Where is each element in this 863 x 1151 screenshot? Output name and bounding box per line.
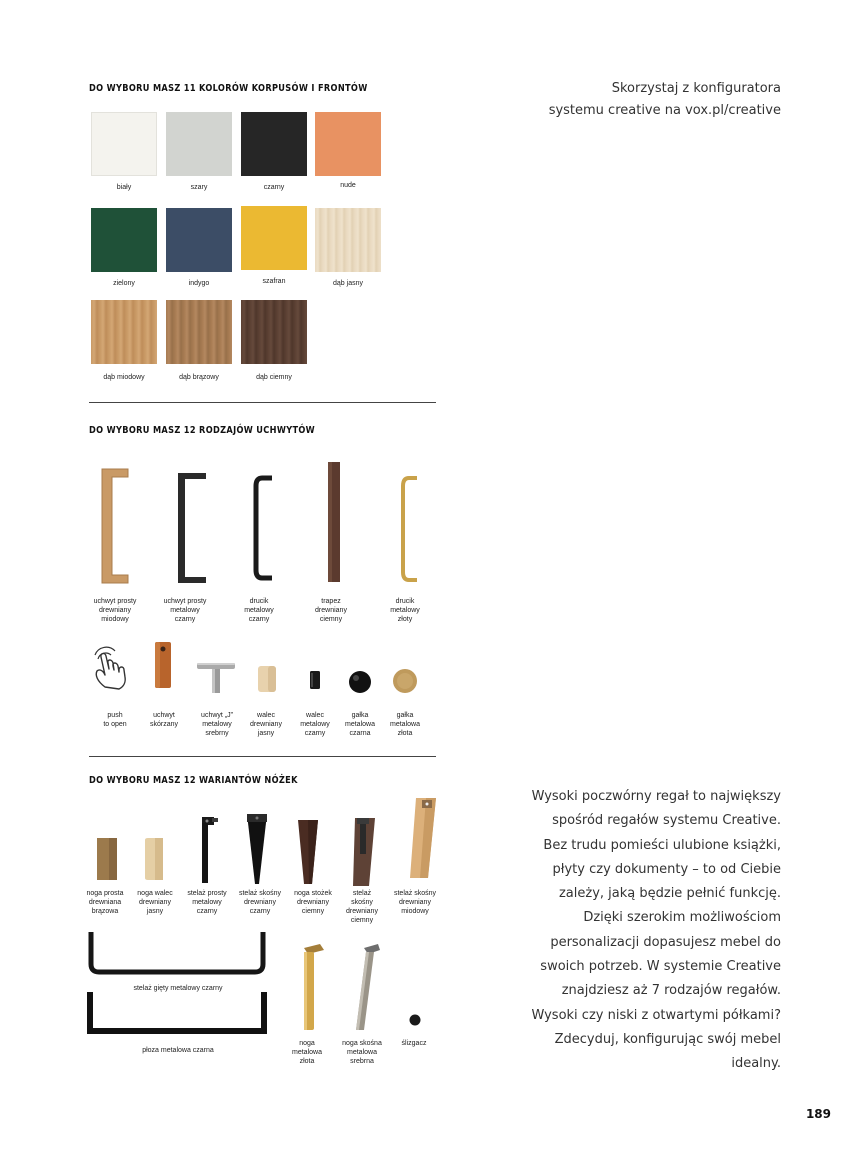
swatch-label: szary [190, 184, 208, 191]
swatch-dab-jasny [315, 208, 381, 272]
j-handle-icon [196, 662, 236, 694]
caption-line: ślizgacz [401, 1040, 427, 1047]
caption-line: metalowa [292, 1049, 322, 1056]
caption-line: to open [103, 721, 127, 728]
wooden-straight-handle-icon [100, 467, 130, 587]
body-line: Bez trudu pomieści ulubione książki, [543, 837, 781, 853]
caption-line: skórzany [149, 721, 178, 728]
caption-line: metalowa [390, 721, 420, 728]
swatch-dab-ciemny [241, 300, 307, 364]
caption-line: gałka [396, 712, 414, 719]
caption-line: metalowy [300, 721, 330, 728]
body-line: Wysoki poczwórny regał to największy [531, 789, 781, 804]
runner-frame-icon [84, 990, 270, 1036]
caption-line: metalowa [345, 721, 375, 728]
caption-line: brązowa [91, 908, 119, 915]
caption-line: stelaż skośny [393, 890, 437, 897]
caption-line: stelaż skośny [238, 890, 282, 897]
caption-line: gałka [351, 712, 369, 719]
caption-line: drewniany [139, 899, 171, 906]
swatch-label: szafran [262, 278, 286, 285]
caption-line: uchwyt „J” [201, 712, 233, 719]
caption-line: ciemny [350, 917, 374, 924]
caption-line: stelaż prosty [187, 890, 227, 897]
handles-heading: DO WYBORU MASZ 12 RODZAJÓW UCHWYTÓW [89, 425, 316, 436]
gold-wire-handle-icon [399, 474, 421, 586]
caption-line: noga walec [137, 890, 173, 897]
caption-line: metalowy [202, 721, 232, 728]
swatch-label: dąb jasny [333, 280, 363, 287]
leg-caption [118, 1046, 238, 1055]
swatch-label: dąb brązowy [179, 374, 219, 381]
caption-line: metalowy [244, 607, 274, 614]
caption-line: czarny [174, 616, 196, 623]
caption-line: metalowy [170, 607, 200, 614]
caption-line: walec [257, 712, 275, 719]
caption-line: miodowy [101, 616, 129, 623]
swatch-dab-brazowy [166, 300, 232, 364]
caption-line: noga stożek [294, 890, 332, 897]
body-line: płyty czy dokumenty – to od Ciebie [552, 861, 781, 877]
caption-line: drewniany [346, 908, 378, 915]
caption-line: drewniany [297, 899, 329, 906]
swatch-szary [166, 112, 232, 176]
caption-line: noga skośna [342, 1040, 382, 1047]
brown-wood-leg-icon [95, 836, 119, 882]
caption-line: drewniany [315, 607, 347, 614]
leg-caption [375, 1039, 453, 1048]
swatch-indygo [166, 208, 232, 272]
caption-line: uchwyt [153, 712, 175, 719]
body-line: spośród regałów systemu Creative. [552, 813, 781, 829]
swatch-zielony [91, 208, 157, 272]
dark-cone-leg-icon [296, 818, 320, 886]
swatch-label: dąb ciemny [256, 374, 292, 381]
section-divider [89, 756, 436, 757]
swatch-label: indygo [188, 280, 210, 287]
body-line: zależy, jaką będzie pełnić funkcję. [558, 886, 781, 902]
black-metal-cylinder-icon [308, 669, 322, 691]
body-line: swoich potrzeb. W systemie Creative [540, 959, 781, 975]
caption-line: złoty [397, 616, 413, 623]
caption-line: srebrny [205, 730, 229, 737]
caption-line: czarny [196, 908, 218, 915]
light-wood-cylinder-leg-icon [142, 836, 166, 882]
dark-slanted-frame-leg-icon [349, 816, 377, 888]
swatch-czarny [241, 112, 307, 176]
black-wire-handle-icon [250, 474, 276, 584]
metal-straight-handle-icon [176, 471, 210, 587]
caption-line: czarny [248, 616, 270, 623]
caption-line: trapez [321, 598, 341, 605]
body-line: Dzięki szerokim możliwościom [583, 910, 781, 926]
caption-line: uchwyt prosty [93, 598, 137, 605]
caption-line: metalowy [390, 607, 420, 614]
colors-heading: DO WYBORU MASZ 11 KOLORÓW KORPUSÓW I FRONTÓW [89, 83, 368, 94]
caption-line: złota [397, 730, 413, 737]
intro-line: Skorzystaj z konfiguratora [611, 81, 781, 96]
caption-line: srebrna [350, 1058, 374, 1065]
handle-caption [366, 711, 444, 738]
leg-caption [376, 889, 454, 916]
gold-knob-icon [391, 667, 419, 695]
handle-caption [292, 597, 370, 624]
caption-line: metalowa [347, 1049, 377, 1056]
caption-line: skośny [351, 899, 373, 906]
handle-caption [220, 597, 298, 624]
honey-slanted-frame-leg-icon [406, 796, 438, 880]
caption-line: drucik [249, 598, 269, 605]
caption-line: ciemny [319, 616, 343, 623]
body-line: idealny. [731, 1056, 781, 1072]
gold-metal-leg-icon [298, 940, 328, 1032]
trapezoid-handle-icon [326, 460, 344, 584]
swatch-label: dąb miodowy [103, 374, 145, 381]
caption-line: czarna [349, 730, 371, 737]
swatch-nude [315, 112, 381, 176]
light-wood-cylinder-icon [256, 664, 278, 694]
black-slanted-wood-leg-icon [243, 812, 271, 886]
section-divider [89, 402, 436, 403]
swatch-szafran [241, 206, 307, 270]
caption-line: drucik [395, 598, 415, 605]
caption-line: noga prosta [86, 890, 124, 897]
caption-line: drewniany [399, 899, 431, 906]
body-line: Zdecyduj, konfigurując swój mebel [554, 1031, 781, 1047]
legs-heading: DO WYBORU MASZ 12 WARIANTÓW NÓŻEK [89, 775, 298, 786]
push-to-open-icon [91, 647, 133, 693]
swatch-bialy [91, 112, 157, 176]
swatch-label: zielony [113, 280, 135, 287]
caption-line: miodowy [401, 908, 429, 915]
bent-frame-icon [86, 930, 268, 976]
handle-caption [366, 597, 444, 624]
intro-text [481, 78, 781, 122]
caption-line: ciemny [301, 908, 325, 915]
caption-line: płoza metalowa czarna [142, 1047, 214, 1054]
glider-icon [408, 1013, 422, 1027]
black-straight-frame-leg-icon [198, 815, 222, 885]
caption-line: drewniana [88, 899, 122, 906]
caption-line: noga [299, 1040, 315, 1047]
caption-line: drewniany [250, 721, 282, 728]
caption-line: uchwyt prosty [163, 598, 207, 605]
caption-line: złota [299, 1058, 315, 1065]
handle-caption [76, 597, 154, 624]
body-line: znajdziesz aż 7 rodzajów regałów. [561, 983, 781, 999]
caption-line: drewniany [99, 607, 131, 614]
handle-caption [146, 597, 224, 624]
caption-line: stelaż gięty metalowy czarny [133, 985, 223, 992]
caption-line: czarny [304, 730, 326, 737]
caption-line: push [107, 712, 123, 719]
caption-line: walec [306, 712, 324, 719]
caption-line: czarny [249, 908, 271, 915]
caption-line: metalowy [192, 899, 222, 906]
swatch-label: nude [340, 182, 356, 189]
body-text [481, 785, 781, 1077]
body-line: Wysoki czy niski z otwartymi półkami? [531, 1007, 781, 1023]
leather-handle-icon [153, 641, 173, 689]
caption-line: jasny [257, 730, 275, 737]
page-number: 189 [805, 1107, 831, 1121]
caption-line: stelaż [352, 890, 372, 897]
intro-line: systemu creative na vox.pl/creative [548, 103, 781, 118]
swatch-dab-miodowy [91, 300, 157, 364]
caption-line: drewniany [244, 899, 276, 906]
black-knob-icon [347, 669, 373, 695]
swatch-label: biały [116, 184, 132, 191]
caption-line: jasny [146, 908, 164, 915]
body-line: personalizacji dopasujesz mebel do [550, 934, 781, 950]
silver-slanted-leg-icon [354, 940, 382, 1032]
swatch-label: czarny [263, 184, 285, 191]
